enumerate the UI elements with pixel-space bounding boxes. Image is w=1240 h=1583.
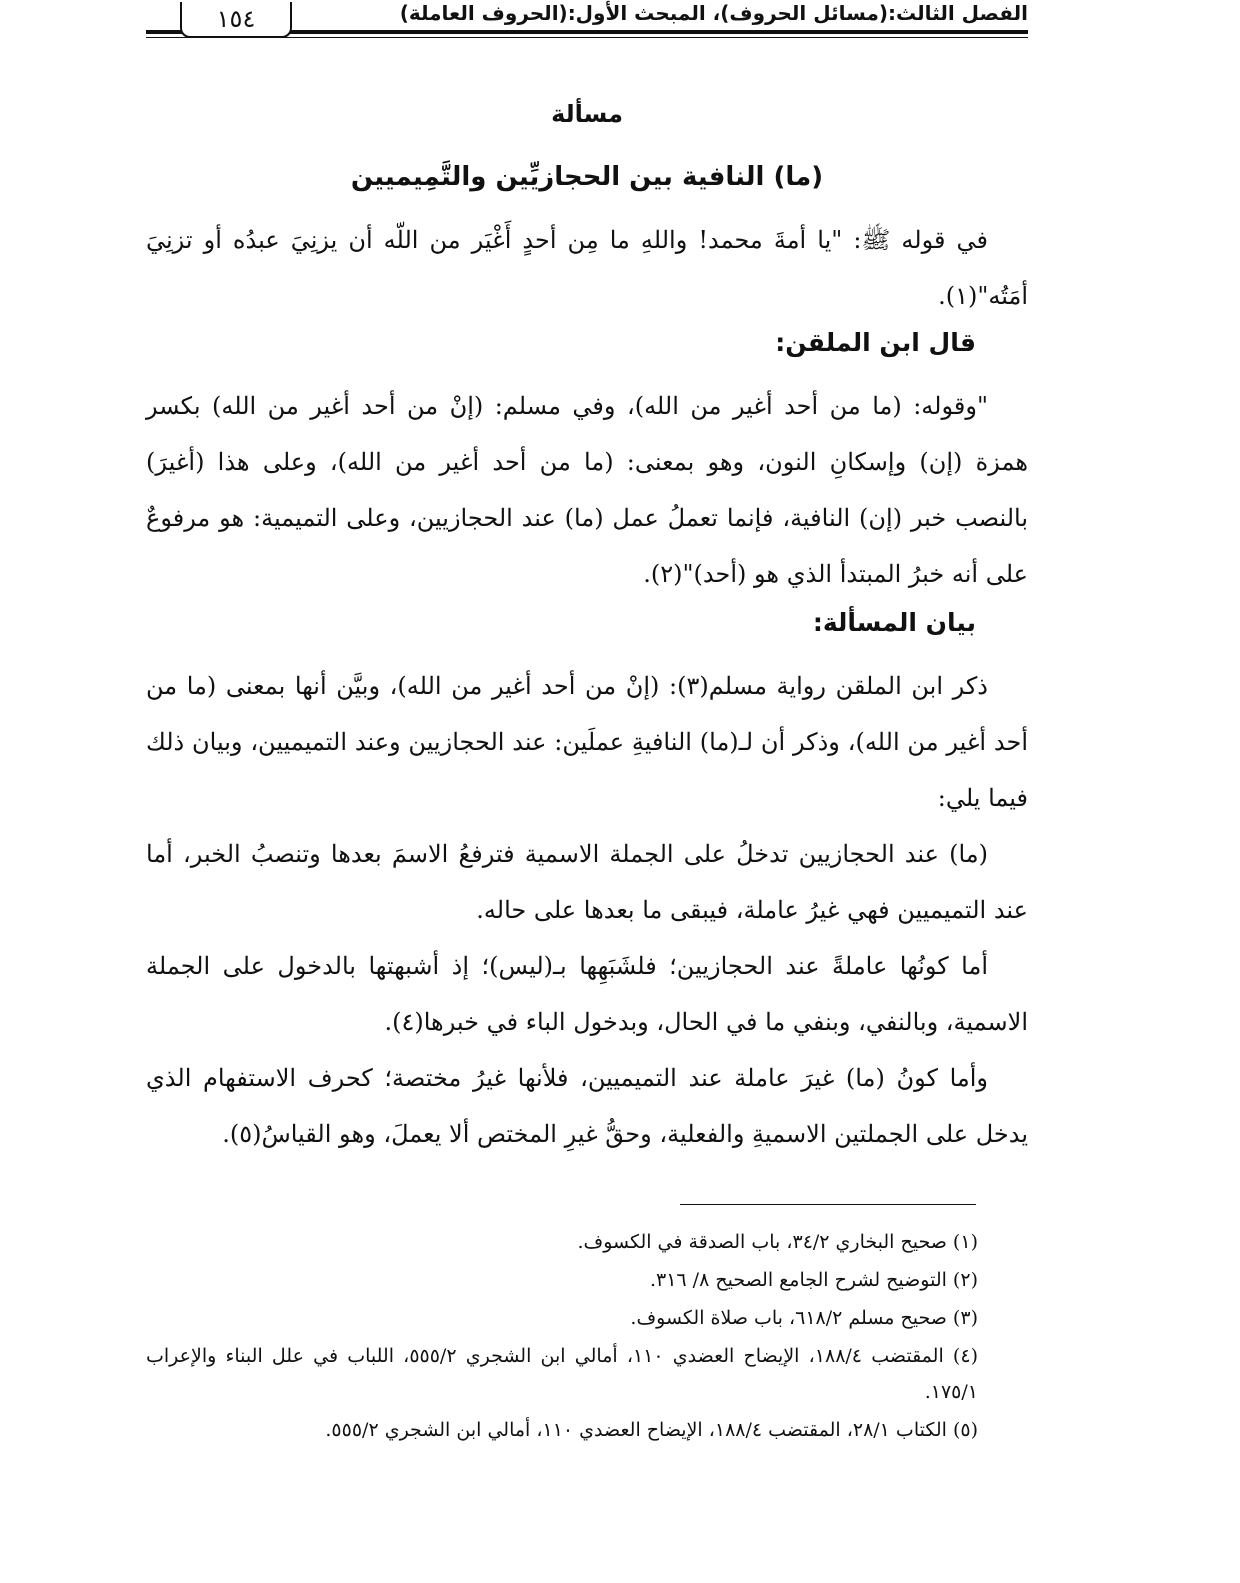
footnote: (٢) التوضيح لشرح الجامع الصحيح ٨/ ٣١٦.: [649, 1269, 978, 1291]
ibn-mulaqqin-quote: [146, 378, 1028, 602]
chapter-title: الفصل الثالث:(مسائل الحروف)، المبحث الأول:(الحروف العاملة): [399, 1, 1028, 25]
footnote-separator: [680, 1204, 976, 1205]
ibn-mulaqqin-label: قال ابن الملقن:: [775, 328, 976, 357]
hadith-text: في قوله ﷺ: "يا أمةَ محمد! واللهِ ما مِن أحدٍ أَغْيَر من اللّه أن يزنِيَ عبدُه أو تزنِيَ أمَتُه"(١).: [146, 226, 1028, 310]
bayan-paragraph: وأما كونُ (ما) غيرَ عاملة عند التميميين، فلأنها غيرُ مختصة؛ كحرف الاستفهام الذي يدخل على الجملتين الاسميةِ والفعلية، وحقُّ غيرِ المختص ألا يعملَ، وهو القياسُ(٥).: [146, 1064, 1028, 1148]
masala-heading: مسألة: [551, 100, 623, 128]
footnote: (٣) صحيح مسلم ٦١٨/٢، باب صلاة الكسوف.: [630, 1307, 978, 1329]
bayan-paragraph: ذكر ابن الملقن رواية مسلم(٣): (إنْ من أحد أغير من الله)، وبيَّن أنها بمعنى (ما من أحد أغير من الله)، وذكر أن لـ(ما) النافيةِ عملَين: عند الحجازيين وعند التميميين، وبيان ذلك فيما يلي:: [146, 672, 1029, 812]
main-heading: (ما) النافية بين الحجازيِّين والتَّمِيميين: [350, 162, 824, 192]
bayan-paragraph: أما كونُها عاملةً عند الحجازيين؛ فلشَبَهِها بـ(ليس)؛ إذ أشبهتها بالدخول على الجملة الاسمية، وبالنفي، وبنفي ما في الحال، وبدخول الباء في خبرها(٤).: [146, 952, 1028, 1036]
bayan-paragraph: (ما) عند الحجازيين تدخلُ على الجملة الاسمية فترفعُ الاسمَ بعدها وتنصبُ الخبر، أما عند التميميين فهي غيرُ عاملة، فيبقى ما بعدها على حاله.: [146, 840, 1028, 924]
page-number: ١٥٤: [180, 2, 292, 38]
footnote: (١) صحيح البخاري ٣٤/٢، باب الصدقة في الكسوف.: [577, 1231, 978, 1253]
footnotes: [146, 1224, 1028, 1450]
running-header: [146, 0, 1028, 46]
hadith-block: [146, 212, 1028, 324]
bayan-label: بيان المسألة:: [812, 608, 976, 637]
bayan-body: [146, 658, 1028, 1162]
footnote: (٤) المقتضب ١٨٨/٤، الإيضاح العضدي ١١٠، أمالي ابن الشجري ٥٥٥/٢، اللباب في علل البناء والإعراب ١٧٥/١.: [146, 1345, 978, 1403]
footnote: (٥) الكتاب ٢٨/١، المقتضب ١٨٨/٤، الإيضاح العضدي ١١٠، أمالي ابن الشجري ٥٥٥/٢.: [325, 1419, 978, 1441]
ibn-mulaqqin-text: "وقوله: (ما من أحد أغير من الله)، وفي مسلم: (إنْ من أحد أغير من الله) بكسر همزة (إن) وإسكانِ النون، وهو بمعنى: (ما من أحد أغير من الله)، وعلى هذا (أغيرَ) بالنصب خبر (إن) النافية، فإنما تعملُ عمل (ما) عند الحجازيين، وعلى التميمية: هو مرفوعٌ على أنه خبرُ المبتدأ الذي هو (أحد)"(٢).: [146, 392, 1029, 588]
